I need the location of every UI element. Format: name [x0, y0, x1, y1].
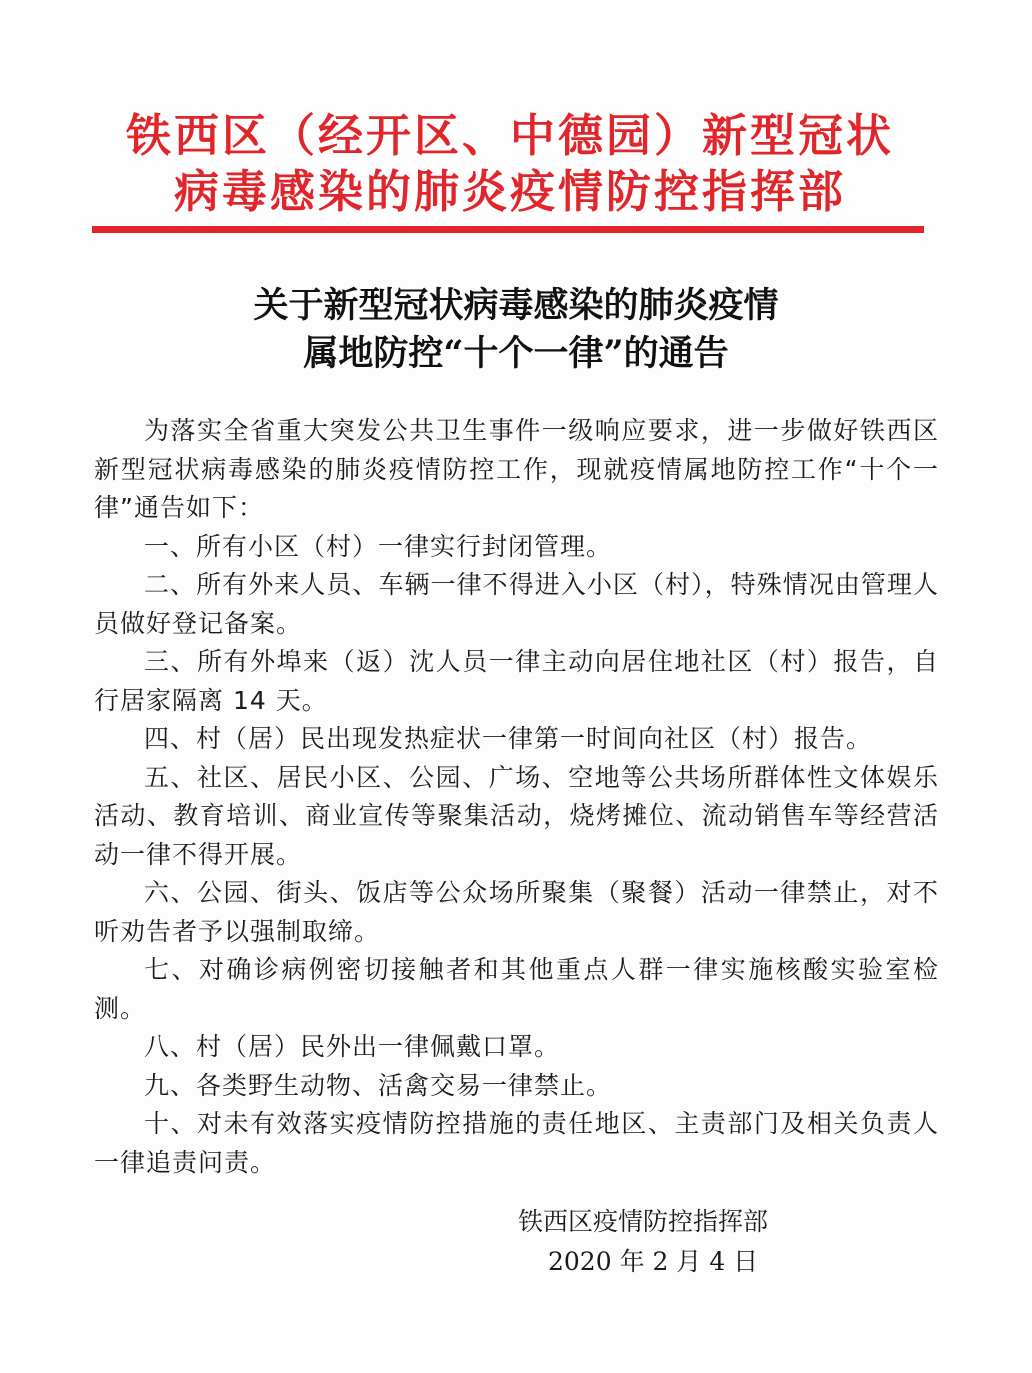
- rule-item: 五、社区、居民小区、公园、广场、空地等公共场所群体性文体娱乐活动、教育培训、商业宣传等聚集活动，烧烤摊位、流动销售车等经营活动一律不得开展。: [94, 762, 939, 869]
- letterhead-line-2: 病毒感染的肺炎疫情防控指挥部: [173, 165, 846, 218]
- letterhead: [95, 108, 925, 220]
- rule-item: 八、村（居）民外出一律佩戴口罩。: [144, 1032, 561, 1061]
- rule-item: 九、各类野生动物、活禽交易一律禁止。: [144, 1070, 613, 1100]
- letterhead-line-1: 铁西区（经开区、中德园）新型冠状: [125, 109, 894, 162]
- notice-body: [94, 412, 939, 1182]
- letterhead-divider: [92, 226, 924, 233]
- rule-item: 三、所有外埠来（返）沈人员一律主动向居住地社区（村）报告，自行居家隔离 14 天。: [94, 647, 939, 715]
- signature-block: [460, 1202, 860, 1282]
- rule-item: 六、公园、街头、饭店等公众场所聚集（聚餐）活动一律禁止，对不听劝告者予以强制取缔。: [94, 878, 939, 946]
- rule-item: 二、所有外来人员、车辆一律不得进入小区（村），特殊情况由管理人员做好登记备案。: [94, 570, 939, 638]
- notice-title-line-2: 属地防控“十个一律”的通告: [303, 333, 729, 374]
- signature-date: 2020 年 2 月 4 日: [548, 1247, 759, 1276]
- rule-item: 七、对确诊病例密切接触者和其他重点人群一律实施核酸实验室检测。: [94, 955, 939, 1023]
- notice-title-line-1: 关于新型冠状病毒感染的肺炎疫情: [253, 285, 779, 326]
- rule-item: 一、所有小区（村）一律实行封闭管理。: [144, 531, 613, 561]
- rule-item: 四、村（居）民出现发热症状一律第一时间向社区（村）报告。: [144, 724, 873, 753]
- intro-paragraph: 为落实全省重大突发公共卫生事件一级响应要求，进一步做好铁西区新型冠状病毒感染的肺炎疫情防控工作，现就疫情属地防控工作“十个一律”通告如下：: [94, 416, 939, 522]
- signature-organization: 铁西区疫情防控指挥部: [518, 1207, 769, 1236]
- rule-item: 十、对未有效落实疫情防控措施的责任地区、主责部门及相关负责人一律追责问责。: [94, 1109, 939, 1177]
